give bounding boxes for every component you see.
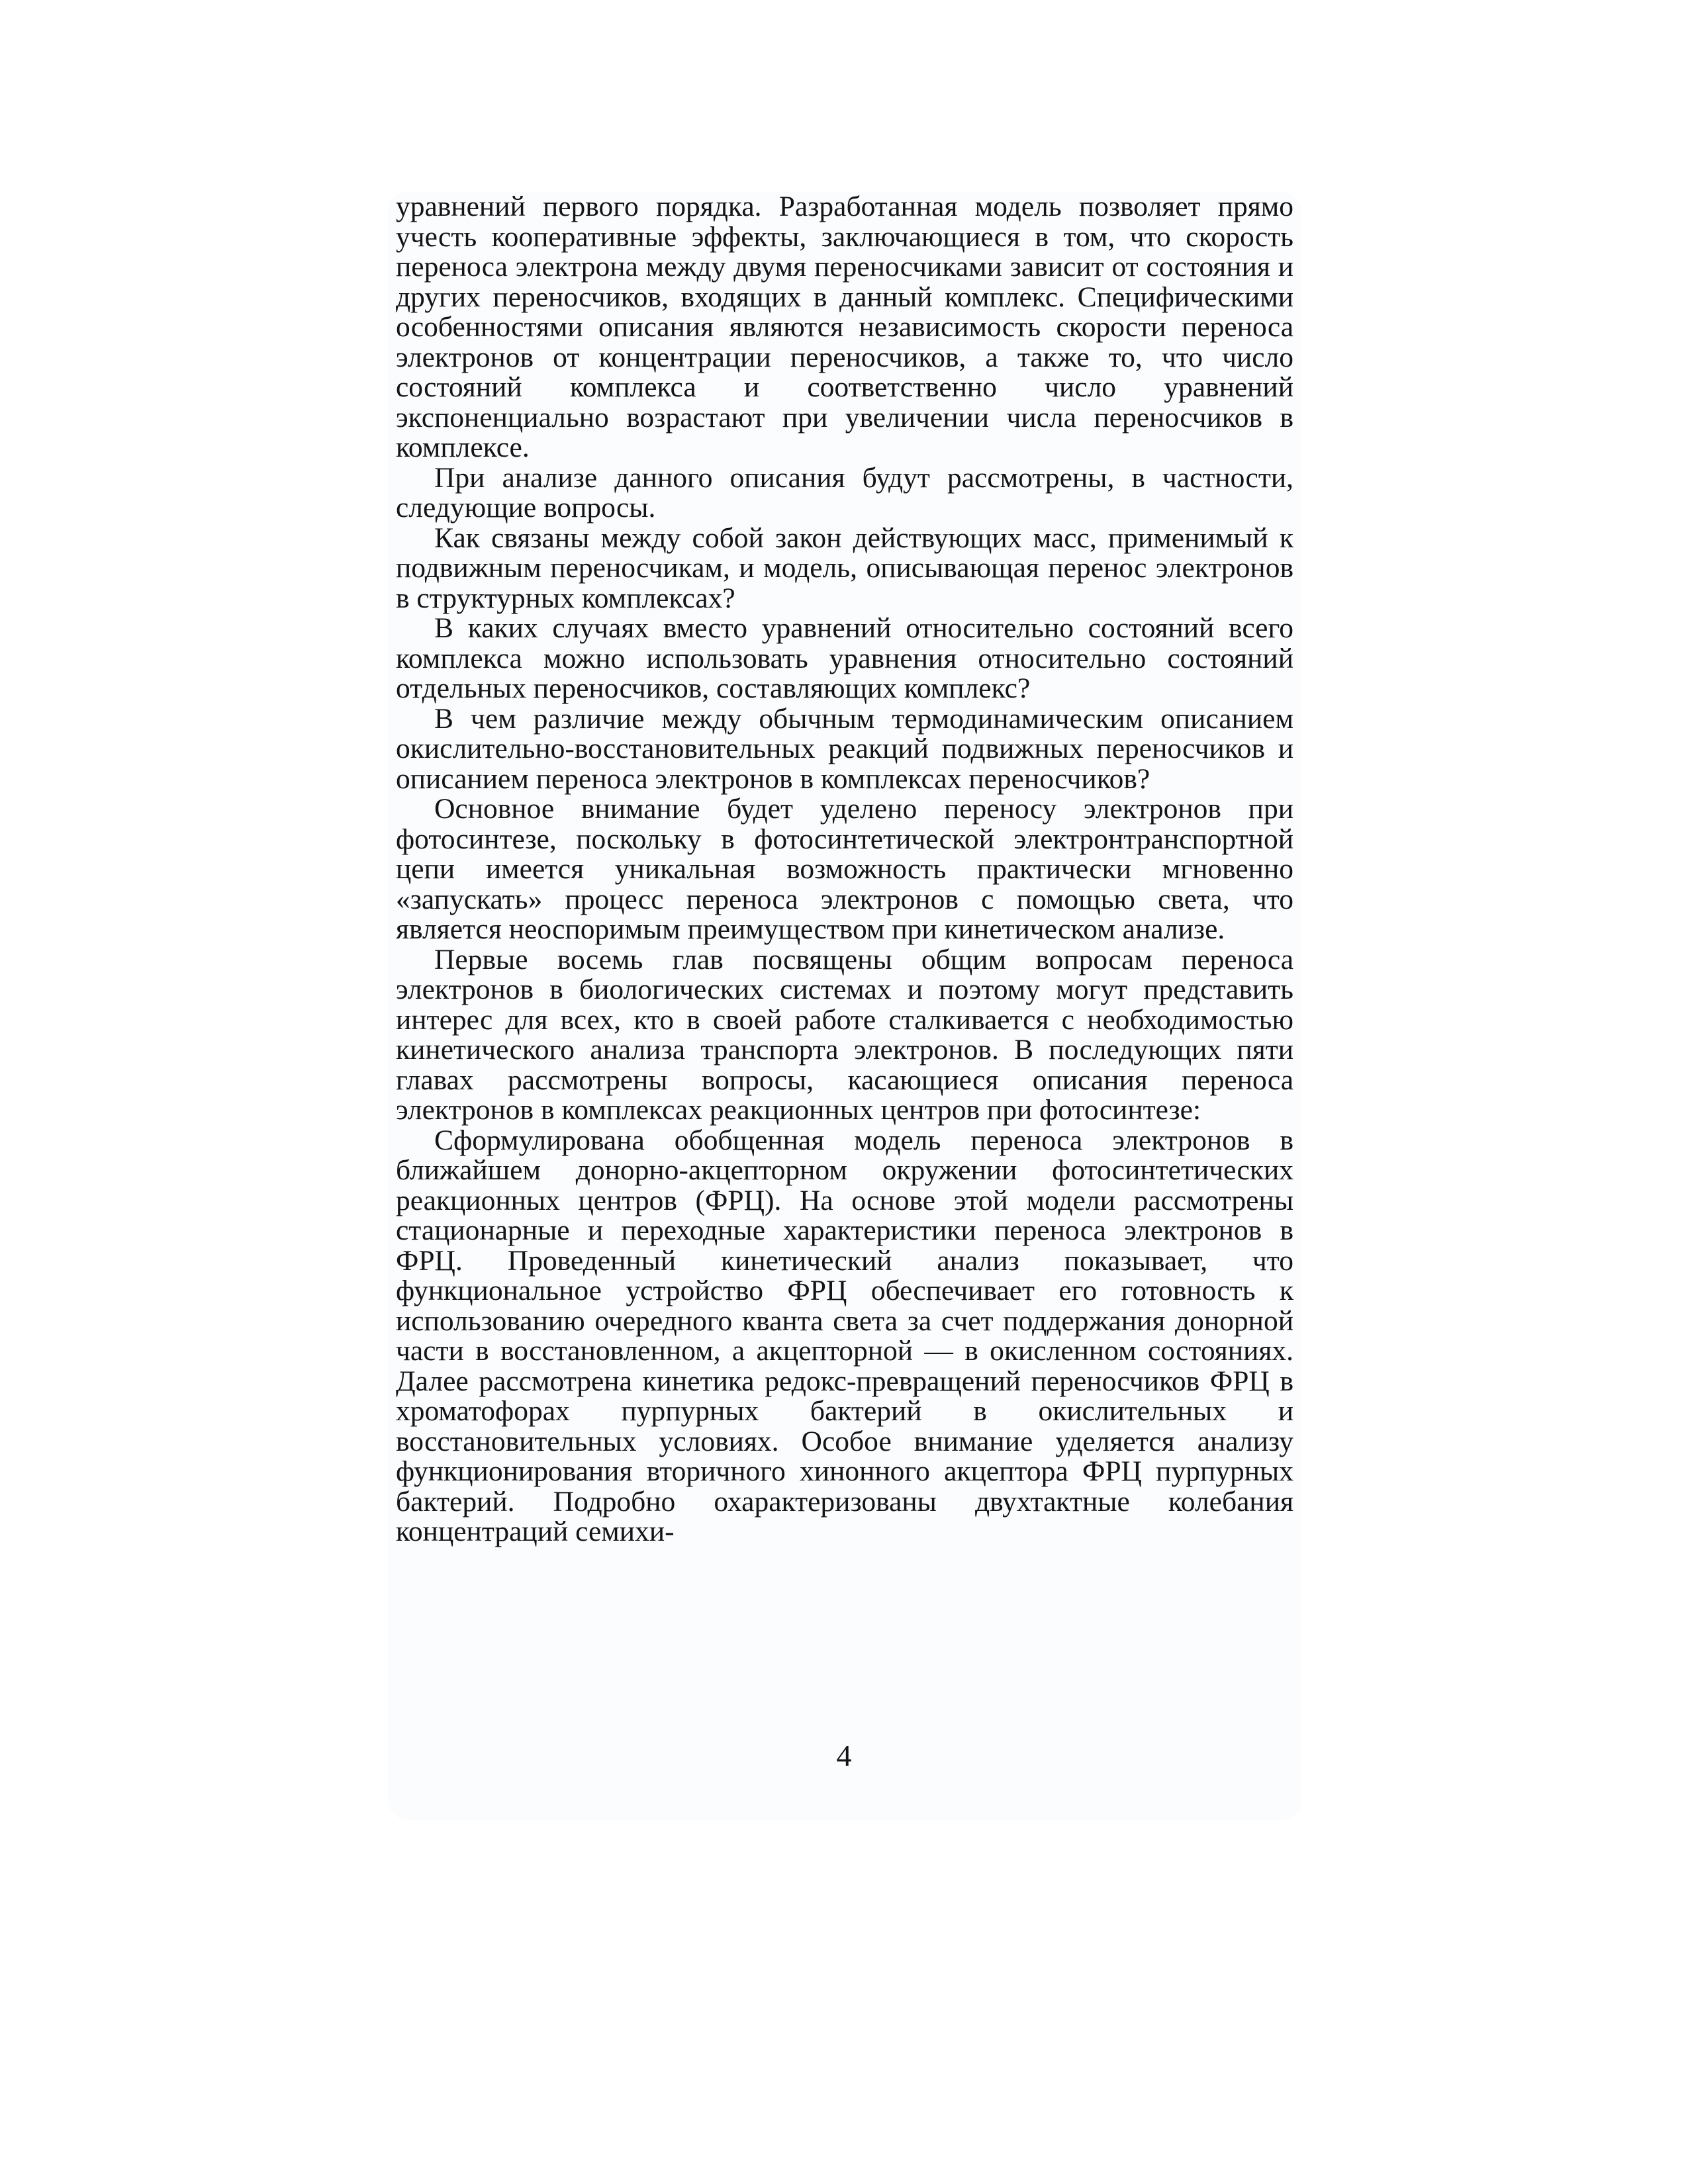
paragraph: Основное внимание будет уделено переносу электронов при фотосинтезе, поскольку в фотосинтетической электронтранспортной цепи имеется уникальная возможность практически мгновенно «запускать» процесс переноса электронов с помощью света, что является неоспоримым преимуществом при кинетическом анализе. (396, 793, 1293, 945)
paragraph: Как связаны между собой закон действующих масс, применимый к подвижным переносчикам, и модель, описывающая перенос электронов в структурных комплексах? (396, 522, 1293, 614)
paragraph: При анализе данного описания будут рассмотрены, в частности, следующие вопросы. (396, 461, 1293, 523)
page-number: 4 (836, 1739, 852, 1772)
paragraph-continuation: уравнений первого порядка. Разработанная модель позволяет прямо учесть кооперативные эффекты, заключающиеся в том, что скорость переноса электрона между двумя переносчиками зависит от состояния и других переносчиков, входящих в данный комплекс. Специфическими особенностями описания являются независимость скорости переноса электронов от концентрации переносчиков, а также то, что число состояний комплекса и соответственно число уравнений экспоненциально возрастают при увеличении числа переносчиков в комплексе. (396, 191, 1293, 463)
paragraph: В каких случаях вместо уравнений относительно состояний всего комплекса можно использовать уравнения относительно состояний отдельных переносчиков, составляющих комплекс? (396, 612, 1293, 704)
paragraph: Первые восемь глав посвящены общим вопросам переноса электронов в биологических системах и поэтому могут представить интерес для всех, кто в своей работе сталкивается с необходимостью кинетического анализа транспорта электронов. В последующих пяти главах рассмотрены вопросы, касающиеся описания переноса электронов в комплексах реакционных центров при фотосинтезе: (396, 943, 1293, 1126)
body-text (396, 192, 1293, 1547)
paragraph: В чем различие между обычным термодинамическим описанием окислительно-восстановительных реакций подвижных переносчиков и описанием переноса электронов в комплексах переносчиков? (396, 702, 1293, 795)
paragraph: Сформулирована обобщенная модель переноса электронов в ближайшем донорно-акцепторном окружении фотосинтетических реакционных центров (ФРЦ). На основе этой модели рассмотрены стационарные и переходные характеристики переноса электронов в ФРЦ. Проведенный кинетический анализ показывает, что функциональное устройство ФРЦ обеспечивает его готовность к использованию очередного кванта света за счет поддержания донорной части в восстановленном, а акцепторной — в окисленном состояниях. Далее рассмотрена кинетика редокс-превращений переносчиков ФРЦ в хроматофорах пурпурных бактерий в окислительных и восстановительных условиях. Особое внимание уделяется анализу функционирования вторичного хинонного акцептора ФРЦ пурпурных бактерий. Подробно охарактеризованы двухтактные колебания концентраций семихи- (396, 1124, 1293, 1547)
